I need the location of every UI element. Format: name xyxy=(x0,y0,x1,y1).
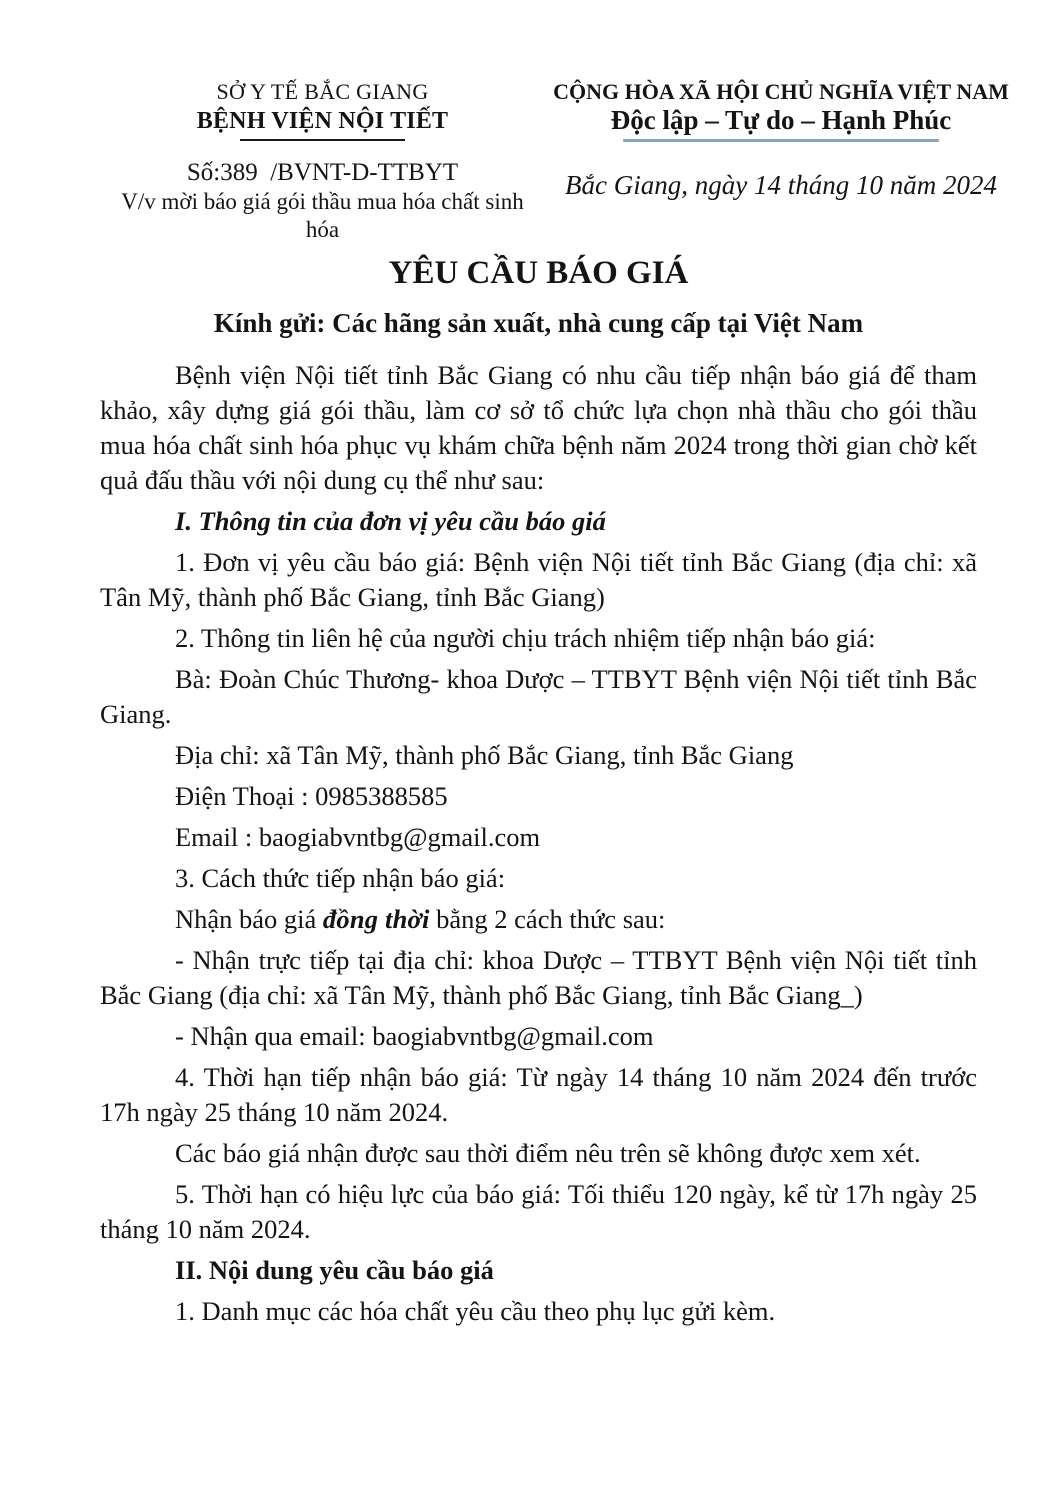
item-5-validity: 5. Thời hạn có hiệu lực của báo giá: Tối thiểu 120 ngày, kể từ 17h ngày 25 tháng 10 năm 2024. xyxy=(100,1179,977,1244)
document-subject: V/v mời báo giá gói thầu mua hóa chất sinh hóa xyxy=(121,189,524,242)
national-title: CỘNG HÒA XÃ HỘI CHỦ NGHĨA VIỆT NAM xyxy=(553,79,1009,104)
section-heading-1: I. Thông tin của đơn vị yêu cầu báo giá xyxy=(175,506,606,536)
contact-address: Địa chỉ: xã Tân Mỹ, thành phố Bắc Giang, tỉnh Bắc Giang xyxy=(175,740,794,770)
reception-note-emphasis: đồng thời xyxy=(322,904,430,934)
contact-person: Bà: Đoàn Chúc Thương- khoa Dược – TTBYT Bệnh viện Nội tiết tỉnh Bắc Giang. xyxy=(100,664,977,729)
attachment-note: 1. Danh mục các hóa chất yêu cầu theo phụ lục gửi kèm. xyxy=(175,1296,776,1326)
item-2-contact-info: 2. Thông tin liên hệ của người chịu trách nhiệm tiếp nhận báo giá: xyxy=(175,623,876,653)
item-1-requesting-unit: 1. Đơn vị yêu cầu báo giá: Bệnh viện Nội tiết tỉnh Bắc Giang (địa chỉ: xã Tân Mỹ, thành phố Bắc Giang, tỉnh Bắc Giang) xyxy=(100,547,977,612)
method-email: - Nhận qua email: baogiabvntbg@gmail.com xyxy=(175,1021,654,1051)
national-motto: Độc lập – Tự do – Hạnh Phúc xyxy=(610,105,952,135)
salutation-line: Kính gửi: Các hãng sản xuất, nhà cung cấp tại Việt Nam xyxy=(213,308,864,338)
national-block xyxy=(551,78,1011,202)
organization-underline xyxy=(240,139,405,141)
document-header xyxy=(100,78,1011,244)
section-heading-2: II. Nội dung yêu cầu báo giá xyxy=(175,1255,494,1285)
document-number: Số:389 /BVNT-D-TTBYT xyxy=(186,159,459,186)
motto-underline xyxy=(623,139,939,142)
issuer-block xyxy=(100,78,545,244)
organization-name: BỆNH VIỆN NỘI TIẾT xyxy=(196,108,449,134)
document-title: YÊU CẦU BÁO GIÁ xyxy=(388,255,689,291)
method-direct: - Nhận trực tiếp tại địa chỉ: khoa Dược – TTBYT Bệnh viện Nội tiết tỉnh Bắc Giang (địa chỉ: xã Tân Mỹ, thành phố Bắc Giang, tỉnh Bắc Giang_) xyxy=(100,945,977,1010)
reception-note-post: bằng 2 cách thức sau: xyxy=(429,904,666,934)
intro-paragraph: Bệnh viện Nội tiết tỉnh Bắc Giang có nhu cầu tiếp nhận báo giá để tham khảo, xây dựng giá gói thầu, làm cơ sở tổ chức lựa chọn nhà thầu cho gói thầu mua hóa chất sinh hóa phục vụ khám chữa bệnh năm 2024 trong thời gian chờ kết quả đấu thầu với nội dung cụ thể như sau: xyxy=(100,360,977,495)
contact-email: Email : baogiabvntbg@gmail.com xyxy=(175,822,541,852)
reception-note xyxy=(100,902,977,937)
issuing-department: SỞ Y TẾ BẮC GIANG xyxy=(216,79,429,104)
contact-phone: Điện Thoại : 0985388585 xyxy=(175,781,448,811)
item-4-deadline: 4. Thời hạn tiếp nhận báo giá: Từ ngày 14 tháng 10 năm 2024 đến trước 17h ngày 25 tháng 10 năm 2024. xyxy=(100,1062,977,1127)
place-and-date: Bắc Giang, ngày 14 tháng 10 năm 2024 xyxy=(565,170,997,200)
late-quote-note: Các báo giá nhận được sau thời điểm nêu trên sẽ không được xem xét. xyxy=(175,1138,921,1168)
item-3-reception-method: 3. Cách thức tiếp nhận báo giá: xyxy=(175,863,506,893)
reception-note-pre: Nhận báo giá xyxy=(175,904,323,934)
document-body xyxy=(100,358,977,1329)
